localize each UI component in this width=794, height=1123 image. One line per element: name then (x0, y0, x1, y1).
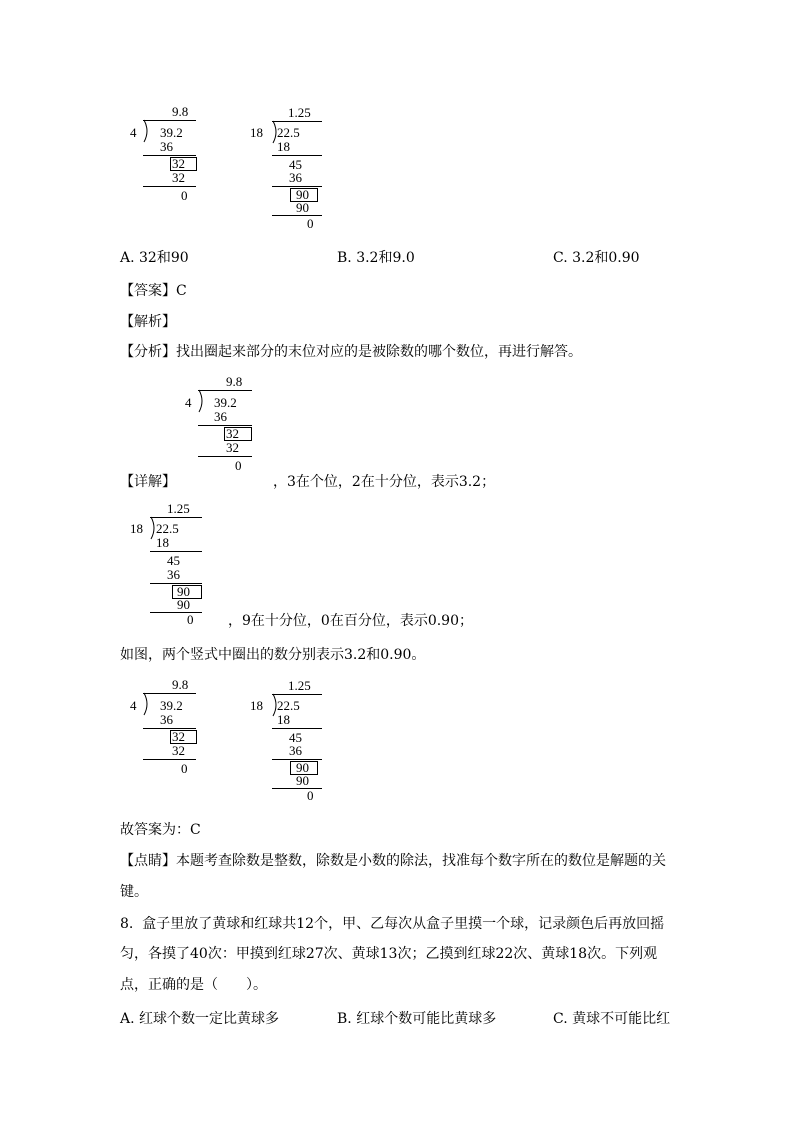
xiangjie-tag: 【详解】 (120, 474, 176, 490)
rule (150, 551, 202, 552)
q8-option-c[interactable]: C. 黄球不可能比红 (553, 1011, 671, 1027)
step: 18 (277, 139, 290, 154)
quotient: 1.25 (288, 678, 311, 693)
conclusion-line: 故答案为：C (120, 822, 201, 838)
step: 32 (172, 729, 185, 744)
rule (143, 186, 196, 187)
divisor: 18 (130, 521, 143, 536)
divisor: 4 (185, 395, 192, 410)
option-c[interactable]: C. 3.2和0.90 (553, 250, 640, 266)
step: 45 (289, 730, 302, 745)
rule (272, 215, 322, 216)
step: 18 (156, 535, 169, 550)
step: 90 (177, 584, 190, 599)
step: 36 (160, 139, 173, 154)
dianjing-line (120, 852, 666, 870)
dividend: 39.2 (214, 395, 237, 410)
remainder: 0 (187, 612, 194, 627)
answer-value: C (176, 283, 187, 299)
rule (198, 425, 252, 426)
dianjing-line2: 键。 (120, 884, 148, 900)
dianjing-tag: 【点睛】 (120, 853, 176, 869)
rule (198, 456, 252, 457)
step: 45 (289, 157, 302, 172)
step: 36 (214, 409, 227, 424)
step: 32 (172, 743, 185, 758)
rule (143, 759, 196, 760)
q8-option-a[interactable]: A. 红球个数一定比黄球多 (120, 1011, 280, 1027)
step: 32 (226, 426, 239, 441)
divisor: 18 (250, 698, 263, 713)
dividend: 22.5 (277, 125, 300, 140)
option-a[interactable]: A. 32和90 (120, 250, 189, 266)
fenxi-line (120, 343, 582, 361)
step: 90 (296, 187, 309, 202)
step: 36 (160, 712, 173, 727)
quotient: 1.25 (167, 501, 190, 516)
step: 90 (296, 773, 309, 788)
question-number: 8. (120, 916, 134, 932)
xiangjie-line2: ，9在十分位，0在百分位，表示0.90； (228, 613, 473, 629)
xiangjie-line1: ，3在个位，2在十分位，表示3.2； (273, 474, 496, 490)
divisor: 4 (130, 698, 137, 713)
division-bracket (198, 390, 206, 412)
fenxi-tag: 【分析】 (120, 344, 176, 360)
analysis-tag: 【解析】 (120, 314, 176, 330)
remainder: 0 (181, 188, 188, 203)
rule (272, 788, 322, 789)
summary-line: 如图，两个竖式中圈出的数分别表示3.2和0.90。 (120, 647, 426, 663)
answer-line (120, 282, 187, 300)
remainder: 0 (307, 788, 314, 803)
step: 36 (289, 743, 302, 758)
step: 18 (277, 712, 290, 727)
step: 32 (172, 156, 185, 171)
step: 32 (226, 440, 239, 455)
remainder: 0 (181, 761, 188, 776)
step: 90 (177, 597, 190, 612)
fenxi-text: 找出圈起来部分的末位对应的是被除数的哪个数位，再进行解答。 (176, 344, 582, 360)
q8-line1: 8. 盒子里放了黄球和红球共12个，甲、乙每次从盒子里摸一个球，记录颜色后再放回摇 (120, 916, 665, 932)
remainder: 0 (307, 216, 314, 231)
answer-tag: 【答案】 (120, 283, 176, 299)
quotient: 9.8 (172, 677, 189, 692)
q8-line2: 匀，各摸了40次：甲摸到红球27次、黄球13次；乙摸到红球22次、黄球18次。下列观 (120, 946, 658, 962)
q8-line3: 点，正确的是（ ）。 (120, 977, 267, 993)
step: 36 (289, 170, 302, 185)
rule (143, 155, 196, 156)
rule (272, 728, 322, 729)
option-b[interactable]: B. 3.2和9.0 (337, 250, 415, 266)
divisor: 4 (130, 125, 137, 140)
step: 90 (296, 200, 309, 215)
quotient: 9.8 (172, 104, 189, 119)
division-bar (198, 390, 252, 391)
step: 36 (167, 567, 180, 582)
dividend: 22.5 (277, 698, 300, 713)
quotient: 9.8 (226, 374, 243, 389)
step: 90 (296, 760, 309, 775)
dividend: 39.2 (160, 698, 183, 713)
division-bracket (143, 120, 151, 142)
rule (150, 612, 202, 613)
q8-option-b[interactable]: B. 红球个数可能比黄球多 (337, 1011, 497, 1027)
step: 32 (172, 170, 185, 185)
division-bracket (143, 693, 151, 715)
dividend: 39.2 (160, 125, 183, 140)
dividend: 22.5 (156, 521, 179, 536)
rule (150, 583, 202, 584)
step: 45 (167, 553, 180, 568)
quotient: 1.25 (288, 105, 311, 120)
divisor: 18 (250, 125, 263, 140)
rule (143, 728, 196, 729)
dianjing-text: 本题考查除数是整数，除数是小数的除法，找准每个数字所在的数位是解题的关 (176, 853, 666, 869)
rule (272, 155, 322, 156)
remainder: 0 (235, 458, 242, 473)
